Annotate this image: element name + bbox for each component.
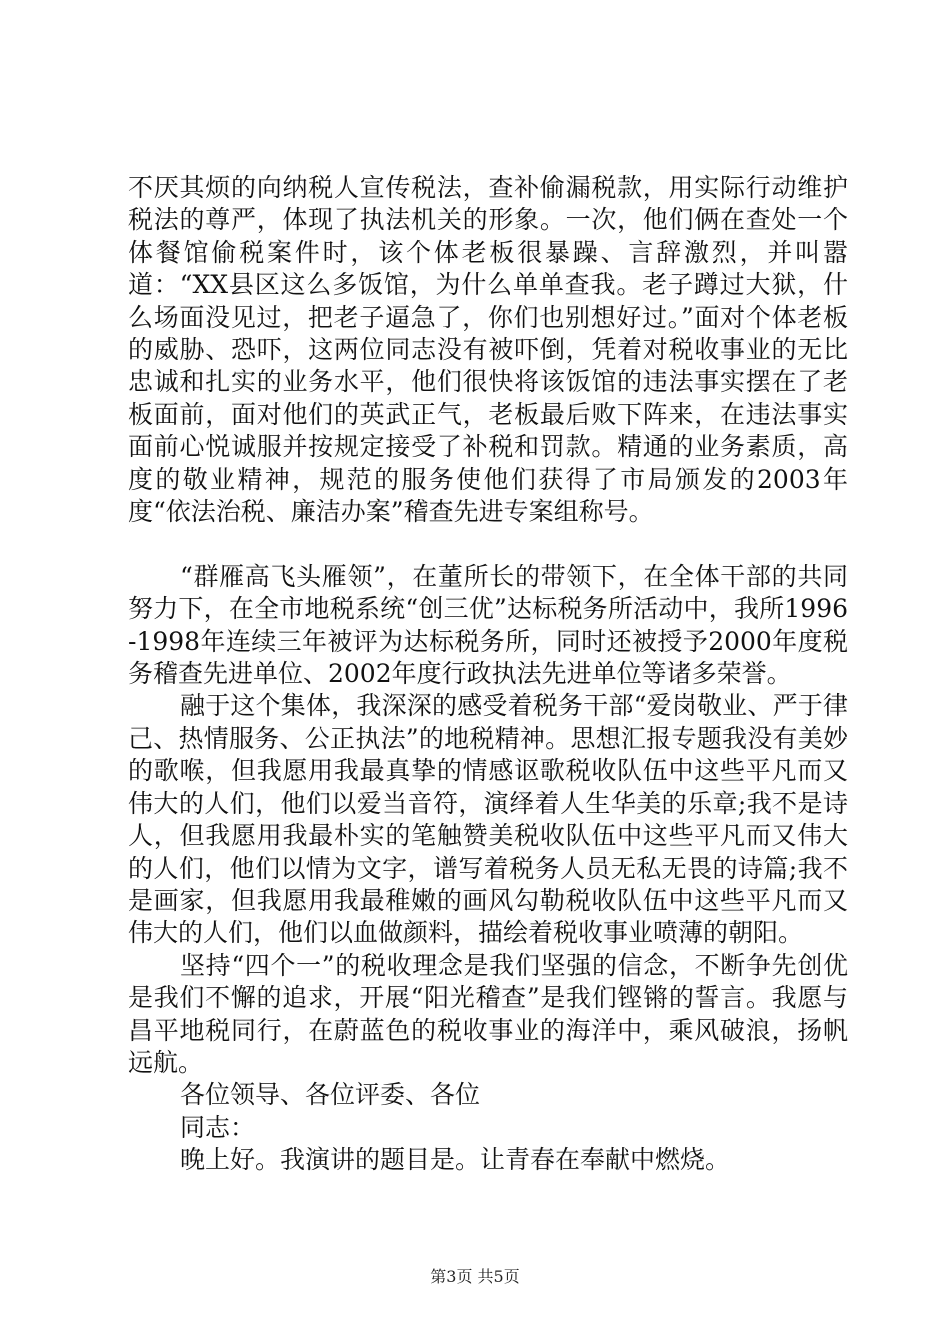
paragraph-collective-honors: “群雁高飞头雁领”，在董所长的带领下，在全体干部的共同努力下，在全市地税系统“创三优”达标税务所活动中，我所1996-1998年连续三年被评为达标税务所，同时还被授予2000年度税务稽查先进单位、2002年度行政执法先进单位等诸多荣誉。 [128,561,848,689]
page-number-footer: 第3页 共5页 [430,1267,520,1286]
paragraph-greeting-title: 晚上好。我演讲的题目是。让青春在奉献中燃烧。 [180,1145,731,1175]
paragraph-salutation-comrades: 同志： [180,1112,256,1142]
document-body [128,172,848,1177]
paragraph-spirit-tribute: 融于这个集体，我深深的感受着税务干部“爱岗敬业、严于律己、热情服务、公正执法”的地税精神。思想汇报专题我没有美妙的歌喉，但我愿用我最真挚的情感讴歌税收队伍中这些平凡而又伟大的人们，他们以爱当音符，演绎着人生华美的乐章;我不是诗人，但我愿用我最朴实的笔触赞美税收队伍中这些平凡而又伟大的人们，他们以情为文字，谱写着税务人员无私无畏的诗篇;我不是画家，但我愿用我最稚嫩的画风勾勒税收队伍中这些平凡而又伟大的人们，他们以血做颜料，描绘着税收事业喷薄的朝阳。 [128,691,848,948]
paragraph-closing-vow: 坚持“四个一”的税收理念是我们坚强的信念，不断争先创优是我们不懈的追求，开展“阳光稽查”是我们铿锵的誓言。我愿与昌平地税同行，在蔚蓝色的税收事业的海洋中，乘风破浪，扬帆远航。 [128,950,848,1077]
paragraph-salutation: 各位领导、各位评委、各位 [180,1080,481,1110]
paragraph-tax-audit-story: 不厌其烦的向纳税人宣传税法，查补偷漏税款，用实际行动维护税法的尊严，体现了执法机关的形象。一次，他们俩在查处一个体餐馆偷税案件时，该个体老板很暴躁、言辞激烈，并叫嚣道：“XX县区这么多饭馆，为什么单单查我。老子蹲过大狱，什么场面没见过，把老子逼急了，你们也别想好过。”面对个体老板的威胁、恐吓，这两位同志没有被吓倒，凭着对税收事业的无比忠诚和扎实的业务水平，他们很快将该饭馆的违法事实摆在了老板面前，面对他们的英武正气，老板最后败下阵来，在违法事实面前心悦诚服并按规定接受了补税和罚款。精通的业务素质，高度的敬业精神，规范的服务使他们获得了市局颁发的2003年度“依法治税、廉洁办案”稽查先进专案组称号。 [128,173,848,527]
